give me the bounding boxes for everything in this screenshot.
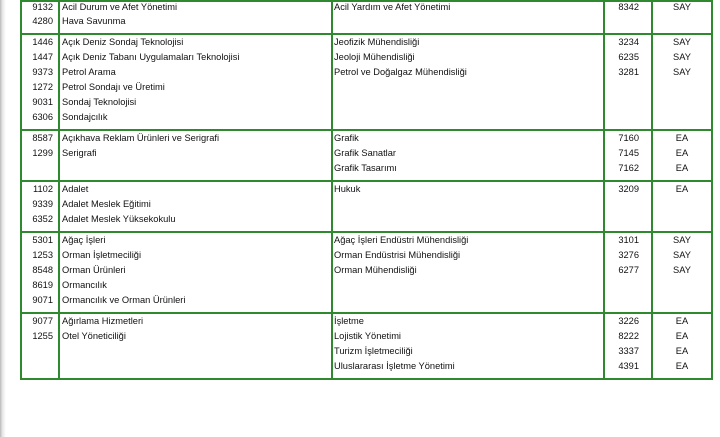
program-name: Adalet <box>62 184 89 194</box>
table-row <box>21 1 712 34</box>
score-type: EA <box>675 331 689 341</box>
target-code: 3226 <box>618 316 639 326</box>
target-program-name: Orman Mühendisliği <box>334 265 417 275</box>
target-code: 7162 <box>618 163 639 173</box>
program-code: 8548 <box>32 265 53 275</box>
program-name: Orman İşletmeciliği <box>62 250 142 260</box>
target-program-name: Jeoloji Mühendisliği <box>334 52 415 62</box>
program-code: 9071 <box>32 295 53 305</box>
program-name: Petrol Sondajı ve Üretimi <box>62 82 165 92</box>
target-code: 3276 <box>618 250 639 260</box>
program-name: Sondaj Teknolojisi <box>62 97 137 107</box>
target-code: 7160 <box>618 133 639 143</box>
target-program-name: Lojistik Yönetimi <box>334 331 402 341</box>
score-type: EA <box>675 346 689 356</box>
score-type-cell <box>652 130 712 181</box>
target-code: 3209 <box>618 184 639 194</box>
page-edge-shadow <box>0 0 6 437</box>
score-type: EA <box>675 361 689 371</box>
score-type: EA <box>675 148 689 158</box>
table-row <box>21 313 712 379</box>
program-code: 8587 <box>32 133 53 143</box>
program-name: Sondajcılık <box>62 112 108 122</box>
score-type: EA <box>675 316 689 326</box>
target-program-name: Grafik <box>334 133 359 143</box>
target-program-name: Grafik Sanatlar <box>334 148 397 158</box>
program-name: Ağaç İşleri <box>62 235 106 245</box>
target-code: 3234 <box>618 37 639 47</box>
table-body <box>21 1 712 379</box>
target-code: 3101 <box>618 235 639 245</box>
program-name: Serigrafi <box>62 148 97 158</box>
program-name-cell <box>59 34 332 130</box>
program-name-cell <box>59 130 332 181</box>
program-name: Adalet Meslek Yüksekokulu <box>62 214 176 224</box>
table-row <box>21 181 712 232</box>
target-program-name: Hukuk <box>334 184 361 194</box>
target-code: 3337 <box>618 346 639 356</box>
program-name: Açık Deniz Sondaj Teknolojisi <box>62 37 184 47</box>
program-code-cell <box>21 232 59 313</box>
target-program-name: Orman Endüstrisi Mühendisliği <box>334 250 461 260</box>
program-code: 6306 <box>32 112 53 122</box>
score-type-cell <box>652 181 712 232</box>
program-code: 1253 <box>32 250 53 260</box>
target-program-cell <box>332 130 604 181</box>
program-name: Ormancılık <box>62 280 107 290</box>
target-code-cell <box>604 1 652 34</box>
program-code: 1102 <box>33 184 53 194</box>
program-code-cell <box>21 1 59 34</box>
target-code: 7145 <box>618 148 639 158</box>
target-code-cell <box>604 130 652 181</box>
program-name-cell <box>59 232 332 313</box>
program-name: Açıkhava Reklam Ürünleri ve Serigrafi <box>62 133 220 143</box>
score-type-cell <box>652 34 712 130</box>
program-name: Orman Ürünleri <box>62 265 126 275</box>
target-code: 8222 <box>618 331 639 341</box>
program-code: 6352 <box>32 214 53 224</box>
program-code: 1446 <box>32 37 53 47</box>
program-name-cell <box>59 1 332 34</box>
score-type: SAY <box>673 52 691 62</box>
target-code: 3281 <box>618 67 639 77</box>
target-code: 6277 <box>618 265 639 275</box>
target-program-name: Uluslararası İşletme Yönetimi <box>334 361 455 371</box>
program-code-cell <box>21 313 59 379</box>
score-type: EA <box>675 163 689 173</box>
target-program-name: Jeofizik Mühendisliği <box>334 37 420 47</box>
program-name: Ağırlama Hizmetleri <box>62 316 144 326</box>
score-type: EA <box>675 133 689 143</box>
score-type: SAY <box>673 250 691 260</box>
target-code: 4391 <box>618 361 639 371</box>
table-row <box>21 34 712 130</box>
program-name: Petrol Arama <box>62 67 116 77</box>
target-code-cell <box>604 313 652 379</box>
target-code-cell <box>604 232 652 313</box>
target-program-name: İşletme <box>334 316 364 326</box>
target-program-cell <box>332 1 604 34</box>
score-type-cell <box>652 232 712 313</box>
target-program-name: Ağaç İşleri Endüstri Mühendisliği <box>334 235 469 245</box>
target-program-cell <box>332 313 604 379</box>
table-row <box>21 232 712 313</box>
program-code-cell <box>21 181 59 232</box>
program-code: 4280 <box>32 16 53 26</box>
program-code: 9031 <box>32 97 53 107</box>
program-name: Otel Yöneticiliği <box>62 331 126 341</box>
program-mapping-table <box>20 0 713 380</box>
program-code: 5301 <box>32 235 53 245</box>
program-code: 1255 <box>32 331 53 341</box>
program-code-cell <box>21 34 59 130</box>
program-name: Adalet Meslek Eğitimi <box>62 199 151 209</box>
program-code: 1299 <box>32 148 53 158</box>
target-code: 8342 <box>618 2 639 12</box>
score-type-cell <box>652 1 712 34</box>
program-name: Ormancılık ve Orman Ürünleri <box>62 295 186 305</box>
program-name: Açık Deniz Tabanı Uygulamaları Teknolojisi <box>62 52 240 62</box>
target-program-name: Turizm İşletmeciliği <box>334 346 413 356</box>
target-code: 6235 <box>618 52 639 62</box>
target-program-cell <box>332 34 604 130</box>
program-name-cell <box>59 313 332 379</box>
program-name: Hava Savunma <box>62 16 126 26</box>
program-code: 9077 <box>32 316 53 326</box>
score-type: SAY <box>673 2 691 12</box>
score-type: SAY <box>673 37 691 47</box>
score-type: EA <box>675 184 689 194</box>
program-code: 9339 <box>32 199 53 209</box>
score-type: SAY <box>673 67 691 77</box>
target-program-cell <box>332 232 604 313</box>
program-code: 9373 <box>32 67 53 77</box>
program-name: Acil Durum ve Afet Yönetimi <box>62 2 178 12</box>
program-code: 1272 <box>32 82 53 92</box>
program-code: 8619 <box>32 280 53 290</box>
target-program-name: Grafik Tasarımı <box>334 163 397 173</box>
table-row <box>21 130 712 181</box>
program-code: 1447 <box>32 52 53 62</box>
target-code-cell <box>604 181 652 232</box>
program-name-cell <box>59 181 332 232</box>
target-program-name: Petrol ve Doğalgaz Mühendisliği <box>334 67 467 77</box>
score-type: SAY <box>673 265 691 275</box>
score-type: SAY <box>673 235 691 245</box>
target-program-name: Acil Yardım ve Afet Yönetimi <box>334 2 451 12</box>
target-code-cell <box>604 34 652 130</box>
score-type-cell <box>652 313 712 379</box>
program-code: 9132 <box>32 2 53 12</box>
program-code-cell <box>21 130 59 181</box>
target-program-cell <box>332 181 604 232</box>
